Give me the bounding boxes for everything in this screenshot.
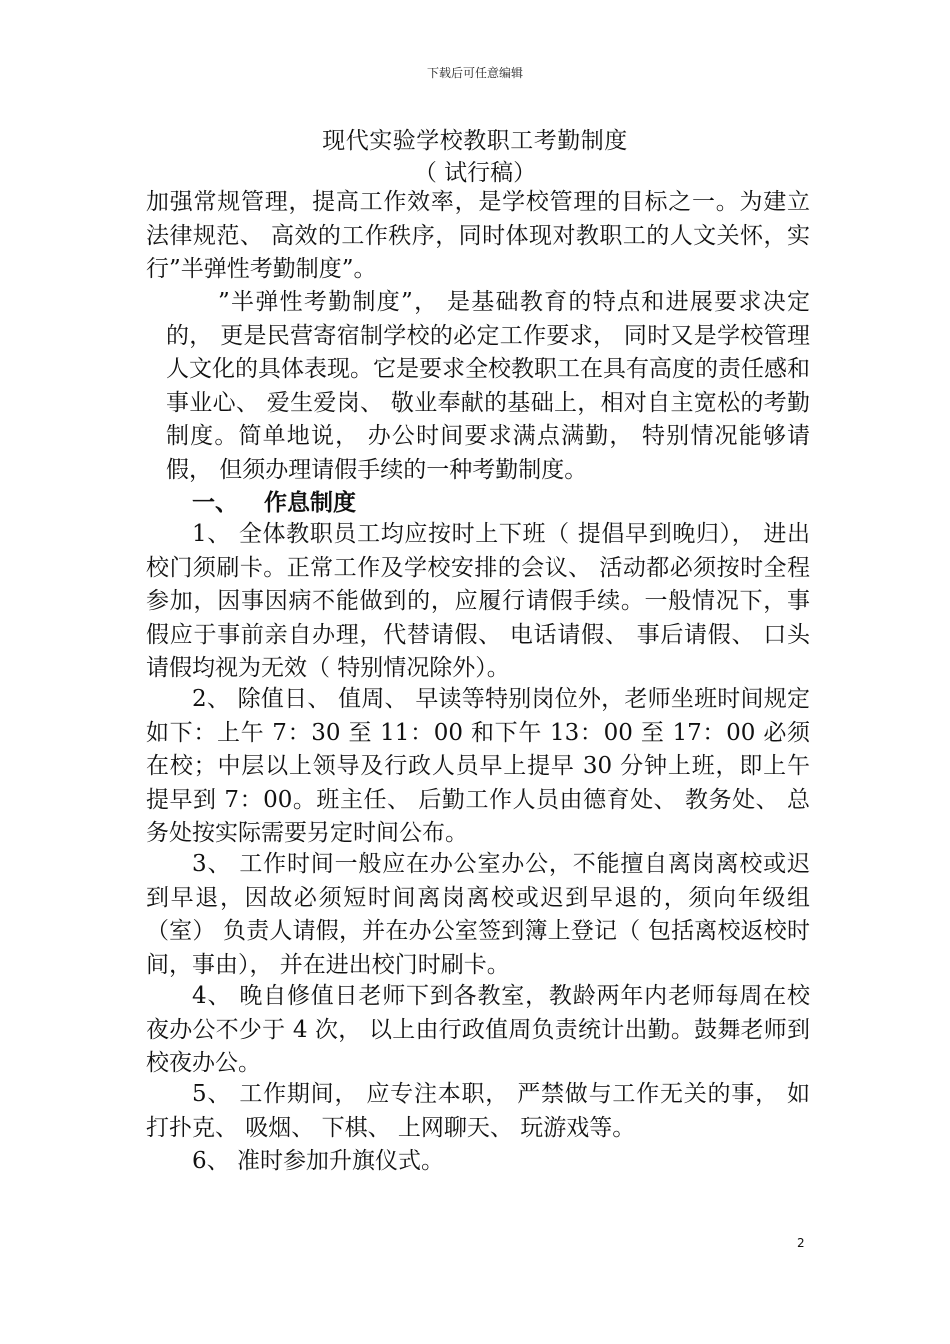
document-title: 现代实验学校教职工考勤制度 — [322, 128, 628, 154]
page-number: 2 — [797, 1236, 805, 1250]
rule-item: 2、 除值日、 值周、 早读等特别岗位外，老师坐班时间规定如下：上午 7：30 至 11：00 和下午 13：00 至 17：00 必须在校；中层以上领导及行政人员早上提早 30 分钟上班，即上午提早到 7：00。班主任、 后勤工作人员由德育处、 教务处、 总务处按实际需要另定时间公布。 — [146, 686, 810, 847]
rule-item: 1、 全体教职员工均应按时上下班（ 提倡早到晚归）， 进出校门须刷卡。正常工作及学校安排的会议、 活动都必须按时全程参加，因事因病不能做到的，应履行请假手续。一般情况下，事假应于事前亲自办理，代替请假、 电话请假、 事后请假、 口头请假均视为无效（ 特别情况除外）。 — [146, 521, 810, 682]
rule-item: 4、 晚自修值日老师下到各教室，教龄两年内老师每周在校夜办公不少于 4 次， 以上由行政值周负责统计出勤。鼓舞老师到校夜办公。 — [146, 983, 810, 1077]
rule-item: 3、 工作时间一般应在办公室办公，不能擅自离岗离校或迟到早退，因故必须短时间离岗离校或迟到早退的，须向年级组（室） 负责人请假，并在办公室签到簿上登记（ 包括离校返校时间，事由）， 并在进出校门时刷卡。 — [146, 851, 810, 978]
section-number: 一、 — [192, 490, 238, 516]
rule-item: 5、 工作期间， 应专注本职， 严禁做与工作无关的事， 如打扑克、 吸烟、 下棋、 上网聊天、 玩游戏等。 — [146, 1081, 810, 1141]
page-header-note: 下载后可任意编辑 — [426, 66, 523, 80]
section-heading — [192, 484, 382, 517]
document-subtitle: （ 试行稿） — [413, 160, 537, 186]
definition-paragraph: ”半弹性考勤制度”， 是基础教育的特点和进展要求决定的， 更是民营寄宿制学校的必定工作要求， 同时又是学校管理人文化的具体表现。它是要求全校教职工在具有高度的责任感和事业心、 爱生爱岗、 敬业奉献的基础上，相对自主宽松的考勤制度。简单地说， 办公时间要求满点满勤， 特别情况能够请假， 但须办理请假手续的一种考勤制度。 — [166, 289, 810, 483]
section-title: 作息制度 — [264, 490, 356, 516]
rule-item: 6、 准时参加升旗仪式。 — [192, 1148, 444, 1174]
intro-paragraph: 加强常规管理，提高工作效率，是学校管理的目标之一。为建立法律规范、 高效的工作秩序，同时体现对教职工的人文关怀，实行”半弹性考勤制度”。 — [146, 189, 810, 283]
